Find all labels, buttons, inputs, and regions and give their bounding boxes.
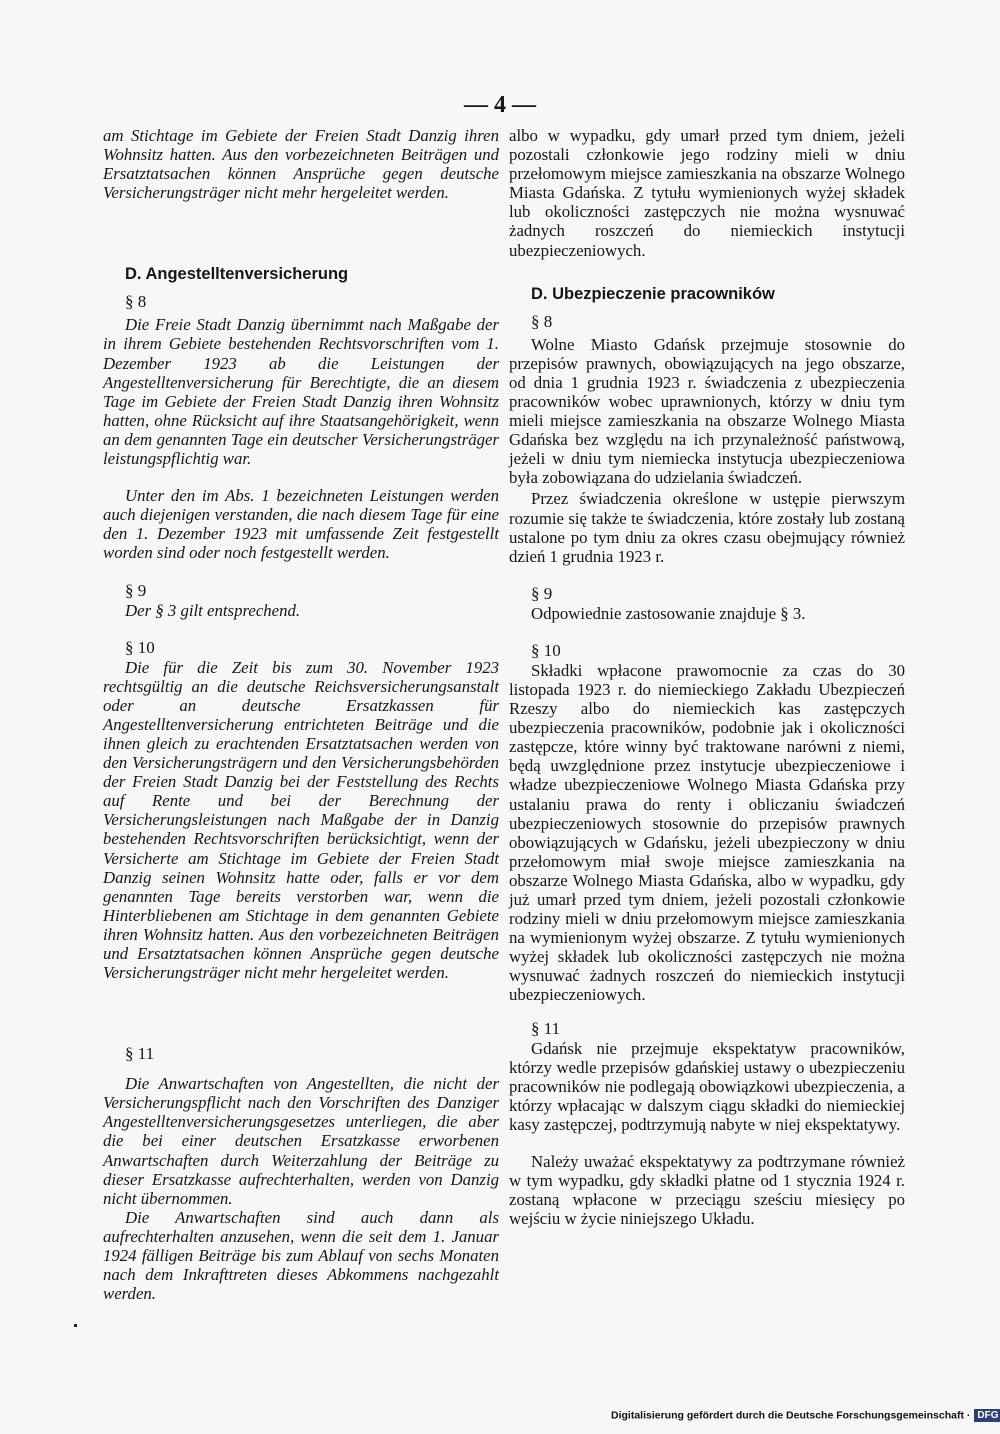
german-section-heading: D. Angestelltenversicherung (125, 265, 349, 284)
german-section-8-mark: § 8 (125, 292, 147, 312)
margin-mark (74, 1324, 77, 1327)
german-section-8-paragraph-1: Die Freie Stadt Danzig übernimmt nach Maßgabe der in ihrem Gebiete bestehenden Rechtsvorschriften vom 1. Dezember 1923 ab die Leistungen der Angestelltenversicherung für Berechtigte, die an diesem Tage im Gebiete der Freien Stadt Danzig ihren Wohnsitz hatten, ohne Rücksicht auf ihre Staatsangehörigkeit, wenn an dem genannten Tage ein deutscher Versicherungsträger leistungspflichtig war. (103, 315, 499, 469)
german-section-11-paragraph-2: Die Anwartschaften sind auch dann als aufrechterhalten anzusehen, wenn die seit dem 1. Januar 1924 fälligen Beiträge bis zum Ablauf von sechs Monaten nach dem Inkrafttreten dieses Abkommens nachgezahlt werden. (103, 1207, 499, 1304)
polish-section-8-paragraph-2: Przez świadczenia określone w ustępie pierwszym rozumie się także te świadczenia, które zostały lub zostaną ustalone po tym dniu za okres czasu obejmujący również dzień 1 grudnia 1923 r. (509, 489, 905, 566)
digitization-footer (611, 1409, 1000, 1422)
polish-intro-paragraph: albo w wypadku, gdy umarł przed tym dniem, jeżeli pozostali członkowie jego rodziny mieli w dniu przełomowym miejsce zamieszkania na obszarze Wolnego Miasta Gdańska. Z tytułu wymienionych wyżej składek lub okoliczności zastępczych nie można wysnuwać żadnych roszczeń do niemieckich instytucji ubezpieczeniowych. (509, 126, 905, 260)
polish-section-8-mark: § 8 (531, 311, 553, 331)
polish-section-10-paragraph-1: Składki wpłacone prawomocnie za czas do 30 listopada 1923 r. do niemieckiego Zakładu Ubezpieczeń Rzeszy albo do niemieckich kas zastępczych ubezpieczenia pracowników, podobnie jak i okoliczności zastępcze, które winny być traktowane narówni z niemi, będą uwzględnione przez instytucje ubezpieczeniowe i władze ubezpieczeniowe Wolnego Miasta Gdańska przy ustalaniu prawa do renty i obliczaniu świadczeń ubezpieczeniowych stosownie do przepisów prawnych obowiązujących w Gdańsku, jeżeli ubezpieczony w dniu przełomowym miał swoje miejsce zamieszkania na obszarze Wolnego Miasta Gdańska, albo w wypadku, gdy już umarł przed tym dniem, jeżeli pozostali członkowie rodziny mieli w dniu przełomowym miejsce zamieszkania na wymienionym wyżej obszarze. Z tytułu wymienionych wyżej składek lub okoliczności zastępczych nie można wysnuwać żadnych roszczeń do niemieckich instytucji ubezpieczeniowych. (509, 660, 905, 1005)
polish-section-heading: D. Ubezpieczenie pracowników (531, 284, 775, 303)
german-section-11-mark: § 11 (125, 1044, 155, 1064)
german-intro-paragraph: am Stichtage im Gebiete der Freien Stadt Danzig ihren Wohnsitz hatten. Aus den vorbezeichneten Beiträgen und Ersatztatsachen können Ansprüche gegen deutsche Versicherungsträger nicht mehr hergeleitet werden. (103, 126, 499, 203)
german-section-9-mark: § 9 (125, 580, 147, 600)
polish-section-9-paragraph-1: Odpowiednie zastosowanie znajduje § 3. (531, 603, 806, 623)
polish-section-8-paragraph-1: Wolne Miasto Gdańsk przejmuje stosownie do przepisów prawnych, obowiązujących na jego obszarze, od dnia 1 grudnia 1923 r. świadczenia z ubezpieczenia pracowników wobec uprawnionych, którzy w dniu tym mieli miejsce zamieszkania na obszarze Wolnego Miasta Gdańska bez względu na ich przynależność państwową, jeżeli w dniu tym niemiecka instytucja ubezpieczeniowa była zobowiązana do udzielania świadczeń. (509, 334, 905, 488)
german-section-11-paragraph-1: Die Anwartschaften von Angestellten, die nicht der Versicherungspflicht nach den Vorschriften des Danziger Angestelltenversicherungsgesetzes unterliegen, die aber die bei einer deutschen Ersatzkasse erworbenen Anwartschaften durch Weiterzahlung der Beiträge zu dieser Ersatzkasse aufrechterhalten, werden von Danzig nicht übernommen. (103, 1074, 499, 1208)
german-section-9-paragraph-1: Der § 3 gilt entsprechend. (125, 600, 301, 620)
polish-section-11-paragraph-2: Należy uważać ekspektatywy za podtrzymane również w tym wypadku, gdy składki płatne od 1 stycznia 1924 r. zostaną wpłacone w przeciągu sześciu miesięcy po wejściu w życie niniejszego Układu. (509, 1152, 905, 1229)
german-section-10-paragraph-1: Die für die Zeit bis zum 30. November 1923 rechtsgültig an die deutsche Reichsversicherungsanstalt oder an deutsche Ersatzkassen für Angestelltenversicherung entrichteten Beiträge und die ihnen gleich zu erachtenden Ersatztatsachen werden von den Versicherungsträgern und den Versicherungsbehörden der Freien Stadt Danzig bei der Feststellung des Rechts auf Rente und bei der Berechnung der Versicherungsleistungen nach Maßgabe der in Danzig bestehenden Rechtsvorschriften berücksichtigt, wenn der Versicherte am Stichtage im Gebiete der Freien Stadt Danzig seinen Wohnsitz hatte oder, falls er vor dem genannten Tage bereits verstorben war, wenn die Hinterbliebenen am Stichtage in dem genannten Gebiete ihren Wohnsitz hatten. Aus den vorbezeichneten Beiträgen und Ersatztatsachen können Ansprüche gegen deutsche Versicherungsträger nicht mehr hergeleitet werden. (103, 657, 499, 983)
page-number: — 4 — (464, 92, 536, 118)
polish-section-11-mark: § 11 (531, 1018, 561, 1038)
polish-section-11-paragraph-1: Gdańsk nie przejmuje ekspektatyw pracowników, którzy wedle przepisów gdańskiej ustawy o ubezpieczeniu pracowników nie podlegają obowiązkowi ubezpieczenia, a którzy wpłacając w dalszym ciągu składki do niemieckiej kasy zastępczej, podtrzymują nabyte w niej ekspektatywy. (509, 1038, 905, 1134)
footer-text: Digitalisierung gefördert durch die Deutsche Forschungsgemeinschaft · (611, 1409, 971, 1422)
german-column (103, 126, 499, 1303)
german-section-10-mark: § 10 (125, 637, 155, 657)
polish-column (509, 126, 905, 1228)
polish-section-9-mark: § 9 (531, 583, 553, 603)
dfg-logo: DFG (974, 1409, 1000, 1422)
german-section-8-paragraph-2: Unter den im Abs. 1 bezeichneten Leistungen werden auch diejenigen verstanden, die nach diesem Tage für eine den 1. Dezember 1923 mit umfassende Zeit festgestellt worden sind oder noch festgestellt werden. (103, 486, 499, 563)
polish-section-10-mark: § 10 (531, 640, 561, 660)
